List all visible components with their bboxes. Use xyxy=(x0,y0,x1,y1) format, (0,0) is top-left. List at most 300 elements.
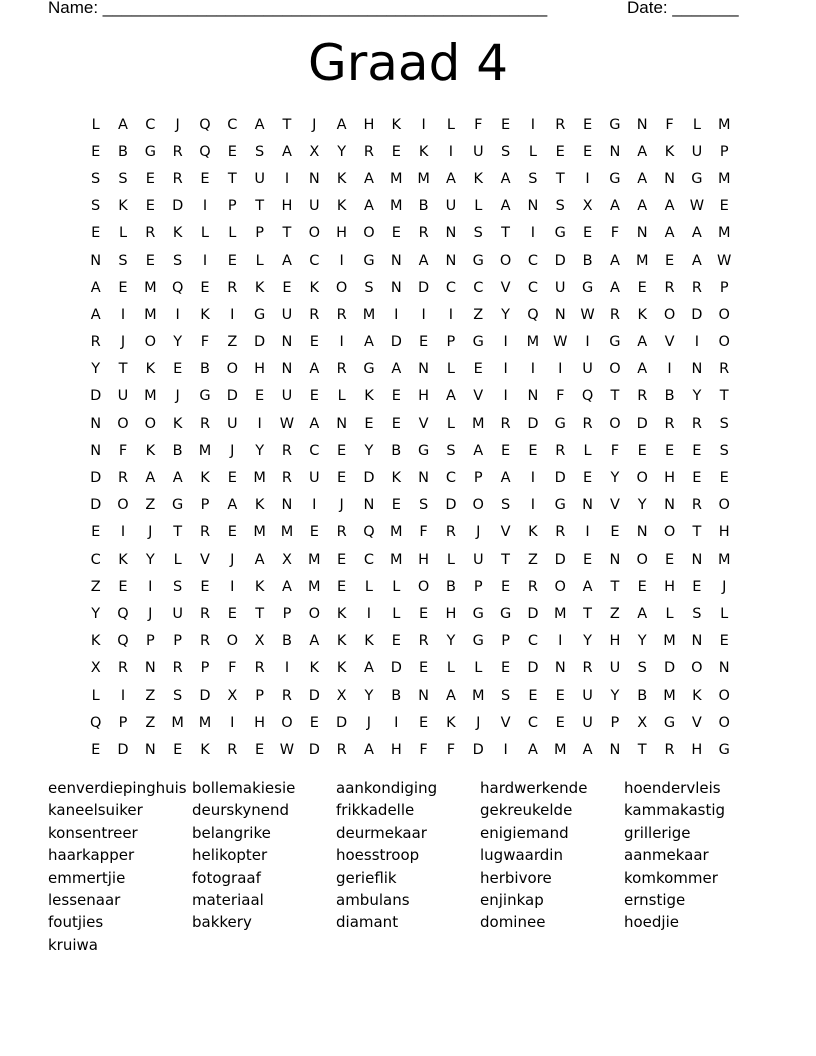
grid-letter: R xyxy=(336,741,347,758)
grid-letter: I xyxy=(530,116,536,133)
grid-letter: K xyxy=(364,633,374,650)
grid-letter: K xyxy=(90,633,101,650)
name-field-line: Name: _______________________________________________ xyxy=(48,0,548,17)
grid-letter: K xyxy=(528,524,538,541)
grid-letter: I xyxy=(530,225,536,242)
grid-letter: M xyxy=(553,605,567,622)
grid-letter: U xyxy=(172,605,183,622)
grid-letter: G xyxy=(609,116,621,133)
grid-letter: N xyxy=(664,170,675,187)
grid-letter: M xyxy=(390,170,403,187)
grid-letter: R xyxy=(664,741,675,758)
grid-letter: B xyxy=(200,361,210,378)
grid-letter: N xyxy=(691,551,703,568)
grid-letter: R xyxy=(555,524,566,541)
grid-letter: L xyxy=(474,660,483,677)
grid-letter: K xyxy=(336,633,347,650)
grid-letter: G xyxy=(718,741,730,758)
grid-letter: X xyxy=(90,660,101,677)
grid-letter: L xyxy=(392,578,401,595)
grid-letter: P xyxy=(200,497,210,514)
grid-letter: E xyxy=(200,170,210,187)
grid-letter: I xyxy=(530,470,536,487)
grid-letter: R xyxy=(609,306,620,323)
grid-letter: U xyxy=(281,388,293,405)
word-item: dominee xyxy=(480,913,546,932)
grid-letter: U xyxy=(582,714,593,731)
grid-letter: Q xyxy=(199,143,211,160)
grid-letter: M xyxy=(144,388,157,405)
grid-letter: I xyxy=(448,143,454,160)
grid-letter: N xyxy=(418,470,430,487)
grid-letter: E xyxy=(173,741,183,758)
grid-letter: O xyxy=(335,279,348,296)
grid-letter: I xyxy=(230,306,235,323)
grid-letter: D xyxy=(90,497,102,514)
word-item: eenverdiepinghuis xyxy=(48,779,187,797)
grid-letter: R xyxy=(227,741,238,758)
grid-letter: K xyxy=(200,470,210,487)
grid-letter: I xyxy=(694,334,700,351)
grid-row xyxy=(82,301,742,328)
grid-letter: K xyxy=(118,198,128,215)
grid-row xyxy=(82,247,742,274)
grid-letter: O xyxy=(554,578,566,595)
grid-letter: R xyxy=(281,442,292,459)
grid-letter: I xyxy=(585,524,590,541)
grid-letter: P xyxy=(227,198,237,215)
grid-letter: P xyxy=(446,334,456,351)
grid-letter: K xyxy=(692,687,702,704)
grid-letter: F xyxy=(419,741,428,758)
grid-letter: S xyxy=(118,252,128,269)
grid-letter: I xyxy=(667,361,672,378)
grid-letter: B xyxy=(172,442,183,459)
grid-letter: A xyxy=(363,198,374,215)
grid-letter: O xyxy=(636,551,648,568)
grid-letter: J xyxy=(476,714,481,731)
grid-letter: N xyxy=(718,660,730,677)
grid-letter: K xyxy=(254,279,265,296)
grid-letter: P xyxy=(282,605,292,622)
grid-row xyxy=(82,519,742,546)
grid-letter: I xyxy=(394,306,399,323)
grid-letter: D xyxy=(418,279,430,296)
grid-letter: D xyxy=(90,470,102,487)
grid-letter: N xyxy=(418,687,430,704)
grid-letter: Q xyxy=(171,279,184,296)
grid-letter: A xyxy=(391,361,402,378)
grid-letter: F xyxy=(118,442,128,459)
grid-letter: R xyxy=(582,415,593,432)
grid-letter: G xyxy=(554,415,566,432)
word-item: lugwaardin xyxy=(480,846,563,865)
grid-letter: S xyxy=(719,442,729,459)
grid-letter: A xyxy=(90,279,101,296)
grid-letter: Y xyxy=(91,361,101,378)
grid-letter: Z xyxy=(145,714,156,731)
grid-letter: K xyxy=(200,741,210,758)
grid-letter: A xyxy=(118,116,128,133)
grid-letter: S xyxy=(91,198,101,215)
word-item: aanmekaar xyxy=(624,846,709,865)
grid-letter: C xyxy=(445,470,456,487)
grid-letter: C xyxy=(145,116,156,133)
grid-letter: Z xyxy=(527,551,538,568)
grid-letter: E xyxy=(419,660,429,677)
grid-letter: H xyxy=(254,361,266,378)
grid-letter: R xyxy=(418,633,429,650)
grid-letter: E xyxy=(255,388,265,405)
grid-letter: G xyxy=(554,497,566,514)
grid-letter: V xyxy=(500,714,511,731)
grid-letter: M xyxy=(362,306,376,323)
grid-letter: N xyxy=(336,415,348,432)
grid-letter: R xyxy=(664,415,675,432)
grid-letter: E xyxy=(528,687,538,704)
grid-letter: O xyxy=(609,361,621,378)
word-item: helikopter xyxy=(192,846,268,865)
grid-letter: X xyxy=(637,714,648,731)
grid-letter: F xyxy=(200,334,210,351)
grid-letter: K xyxy=(391,470,402,487)
grid-letter: P xyxy=(719,279,729,296)
grid-letter: E xyxy=(582,116,593,133)
grid-letter: N xyxy=(554,306,566,323)
grid-letter: I xyxy=(339,252,344,269)
grid-letter: C xyxy=(473,279,484,296)
grid-letter: L xyxy=(446,660,455,677)
grid-letter: F xyxy=(610,442,620,459)
grid-letter: N xyxy=(281,361,293,378)
grid-letter: V xyxy=(500,279,511,296)
grid-letter: B xyxy=(664,388,675,405)
grid-letter: H xyxy=(281,198,293,215)
grid-letter: M xyxy=(390,551,403,568)
grid-letter: I xyxy=(585,170,590,187)
grid-letter: M xyxy=(280,524,294,541)
grid-letter: D xyxy=(390,660,402,677)
grid-letter: X xyxy=(281,551,292,568)
grid-letter: R xyxy=(691,279,702,296)
grid-letter: O xyxy=(636,470,648,487)
grid-letter: P xyxy=(473,470,483,487)
grid-letter: E xyxy=(555,714,565,731)
grid-letter: J xyxy=(476,524,481,541)
grid-letter: A xyxy=(500,470,511,487)
grid-letter: E xyxy=(419,605,429,622)
word-item: konsentreer xyxy=(48,823,138,842)
grid-letter: S xyxy=(528,170,538,187)
grid-letter: K xyxy=(309,660,320,677)
grid-letter: I xyxy=(175,306,180,323)
grid-letter: T xyxy=(282,225,292,242)
grid-row xyxy=(82,165,742,192)
grid-letter: T xyxy=(610,388,620,405)
grid-letter: G xyxy=(363,361,375,378)
word-item: komkommer xyxy=(624,868,718,887)
grid-letter: T xyxy=(501,225,511,242)
grid-letter: A xyxy=(445,170,456,187)
grid-letter: Y xyxy=(173,334,183,351)
grid-letter: N xyxy=(445,252,457,269)
grid-letter: L xyxy=(528,143,537,160)
grid-letter: E xyxy=(664,442,675,459)
grid-letter: B xyxy=(118,143,128,160)
grid-row xyxy=(82,274,742,301)
grid-letter: E xyxy=(255,741,265,758)
grid-letter: E xyxy=(227,470,237,487)
grid-letter: M xyxy=(144,279,157,296)
grid-letter: E xyxy=(719,198,729,215)
grid-letter: I xyxy=(230,714,235,731)
word-column xyxy=(192,777,336,934)
grid-letter: V xyxy=(200,551,210,568)
grid-letter: B xyxy=(445,578,456,595)
grid-letter: N xyxy=(664,497,675,514)
grid-letter: M xyxy=(253,524,266,541)
grid-letter: R xyxy=(90,334,101,351)
grid-letter: C xyxy=(363,551,374,568)
grid-letter: G xyxy=(691,170,703,187)
grid-letter: E xyxy=(391,415,401,432)
grid-letter: G xyxy=(554,225,566,242)
grid-letter: E xyxy=(91,143,101,160)
grid-letter: U xyxy=(445,198,457,215)
grid-letter: E xyxy=(582,470,593,487)
grid-letter: U xyxy=(117,388,129,405)
grid-letter: E xyxy=(227,143,237,160)
grid-letter: G xyxy=(144,143,156,160)
grid-letter: A xyxy=(309,633,320,650)
grid-letter: M xyxy=(472,687,485,704)
grid-letter: U xyxy=(226,415,238,432)
grid-letter: D xyxy=(363,470,375,487)
grid-letter: J xyxy=(120,334,126,351)
grid-letter: F xyxy=(610,225,620,242)
word-item: hoedjie xyxy=(624,913,679,932)
grid-letter: E xyxy=(391,633,401,650)
grid-letter: Z xyxy=(227,334,238,351)
grid-letter: A xyxy=(500,198,511,215)
grid-letter: J xyxy=(148,524,153,541)
grid-letter: L xyxy=(392,605,401,622)
grid-letter: R xyxy=(199,633,211,650)
grid-letter: N xyxy=(90,415,102,432)
grid-letter: T xyxy=(173,524,183,541)
grid-letter: U xyxy=(308,198,320,215)
grid-letter: E xyxy=(227,252,237,269)
grid-letter: Z xyxy=(145,687,156,704)
grid-letter: O xyxy=(417,578,430,595)
word-item: bakkery xyxy=(192,913,252,932)
grid-letter: X xyxy=(227,687,238,704)
grid-letter: S xyxy=(173,252,183,269)
grid-letter: Y xyxy=(637,633,647,650)
grid-letter: H xyxy=(718,524,730,541)
grid-letter: M xyxy=(717,170,731,187)
grid-letter: L xyxy=(173,551,182,568)
grid-letter: A xyxy=(664,225,675,242)
grid-letter: U xyxy=(582,687,593,704)
grid-letter: N xyxy=(527,198,539,215)
grid-letter: A xyxy=(418,252,429,269)
grid-letter: D xyxy=(172,198,184,215)
grid-letter: L xyxy=(255,252,264,269)
grid-letter: A xyxy=(363,741,374,758)
grid-letter: E xyxy=(664,252,675,269)
grid-letter: U xyxy=(281,306,293,323)
grid-letter: C xyxy=(227,116,238,133)
grid-letter: E xyxy=(419,714,429,731)
grid-letter: N xyxy=(609,143,621,160)
grid-letter: R xyxy=(336,306,347,323)
grid-letter: N xyxy=(90,252,102,269)
grid-letter: P xyxy=(719,143,729,160)
word-item: aankondiging xyxy=(336,779,438,797)
grid-letter: Y xyxy=(610,687,620,704)
grid-letter: A xyxy=(637,143,648,160)
grid-letter: E xyxy=(337,578,347,595)
grid-letter: A xyxy=(637,361,648,378)
grid-letter: O xyxy=(663,306,676,323)
grid-letter: Q xyxy=(363,524,375,541)
grid-letter: L xyxy=(446,116,455,133)
grid-letter: F xyxy=(474,116,483,133)
grid-letter: E xyxy=(664,551,675,568)
grid-letter: K xyxy=(637,306,647,323)
grid-row xyxy=(82,492,742,519)
grid-letter: R xyxy=(281,687,292,704)
grid-letter: H xyxy=(691,741,703,758)
word-item: hardwerkende xyxy=(480,779,588,797)
grid-letter: E xyxy=(282,279,292,296)
grid-letter: G xyxy=(472,605,484,622)
grid-letter: N xyxy=(636,524,648,541)
grid-letter: T xyxy=(118,361,128,378)
grid-letter: K xyxy=(118,551,128,568)
grid-letter: A xyxy=(691,252,702,269)
grid-letter: A xyxy=(309,415,320,432)
grid-letter: S xyxy=(500,687,511,704)
grid-letter: V xyxy=(473,388,484,405)
grid-row xyxy=(82,193,742,220)
grid-letter: Y xyxy=(337,143,347,160)
grid-letter: T xyxy=(255,198,265,215)
grid-letter: E xyxy=(692,578,702,595)
grid-letter: E xyxy=(692,442,702,459)
grid-letter: D xyxy=(527,605,539,622)
grid-letter: F xyxy=(556,388,565,405)
grid-letter: T xyxy=(692,524,702,541)
grid-letter: H xyxy=(363,116,375,133)
grid-letter: R xyxy=(555,116,566,133)
grid-letter: A xyxy=(445,388,456,405)
grid-letter: D xyxy=(445,497,457,514)
grid-letter: I xyxy=(339,334,344,351)
grid-letter: K xyxy=(309,279,320,296)
grid-letter: Z xyxy=(473,306,484,323)
grid-letter: P xyxy=(200,660,210,677)
grid-letter: A xyxy=(363,334,374,351)
grid-letter: N xyxy=(582,497,593,514)
grid-letter: L xyxy=(692,116,701,133)
word-item: kruiwa xyxy=(48,935,98,954)
grid-letter: R xyxy=(691,497,702,514)
grid-letter: C xyxy=(527,633,538,650)
grid-letter: S xyxy=(637,660,647,677)
grid-letter: Y xyxy=(501,306,511,323)
grid-letter: A xyxy=(363,170,374,187)
grid-letter: Q xyxy=(581,388,594,405)
word-item: enigiemand xyxy=(480,823,569,842)
grid-letter: M xyxy=(390,198,403,215)
grid-letter: J xyxy=(175,116,180,133)
grid-letter: H xyxy=(418,388,430,405)
grid-letter: T xyxy=(255,605,265,622)
grid-letter: G xyxy=(363,252,375,269)
grid-letter: M xyxy=(635,252,649,269)
grid-letter: O xyxy=(144,415,157,432)
grid-letter: M xyxy=(171,714,184,731)
grid-letter: S xyxy=(500,143,511,160)
grid-letter: N xyxy=(691,633,703,650)
grid-letter: G xyxy=(663,714,676,731)
word-item: haarkapper xyxy=(48,846,135,865)
grid-letter: E xyxy=(227,605,237,622)
grid-letter: G xyxy=(609,334,621,351)
grid-letter: A xyxy=(90,306,101,323)
grid-letter: L xyxy=(337,388,346,405)
word-item: ambulans xyxy=(336,890,410,909)
grid-letter: L xyxy=(118,225,128,242)
grid-letter: Z xyxy=(609,605,620,622)
grid-letter: D xyxy=(472,741,484,758)
grid-letter: L xyxy=(200,225,210,242)
grid-letter: Y xyxy=(446,633,456,650)
grid-letter: K xyxy=(172,415,183,432)
grid-letter: O xyxy=(281,714,293,731)
grid-letter: I xyxy=(202,252,208,269)
header xyxy=(48,0,748,20)
grid-letter: V xyxy=(418,415,429,432)
grid-letter: Q xyxy=(89,714,102,731)
grid-letter: Y xyxy=(364,442,374,459)
grid-letter: A xyxy=(609,252,620,269)
grid-letter: R xyxy=(227,279,238,296)
word-item: belangrike xyxy=(192,823,271,842)
grid-letter: I xyxy=(421,306,426,323)
grid-letter: V xyxy=(664,334,675,351)
grid-letter: A xyxy=(664,198,675,215)
grid-letter: H xyxy=(390,741,402,758)
grid-letter: E xyxy=(91,524,101,541)
grid-letter: A xyxy=(582,741,593,758)
grid-letter: I xyxy=(530,497,536,514)
grid-letter: R xyxy=(445,524,456,541)
grid-letter: E xyxy=(528,442,538,459)
grid-letter: N xyxy=(308,170,320,187)
grid-letter: X xyxy=(309,143,320,160)
grid-letter: R xyxy=(172,170,183,187)
grid-letter: K xyxy=(145,361,156,378)
grid-letter: E xyxy=(582,143,593,160)
grid-letter: J xyxy=(722,578,727,595)
word-item: enjinkap xyxy=(480,890,544,909)
grid-letter: T xyxy=(610,578,620,595)
grid-letter: G xyxy=(581,279,594,296)
grid-letter: E xyxy=(173,361,183,378)
